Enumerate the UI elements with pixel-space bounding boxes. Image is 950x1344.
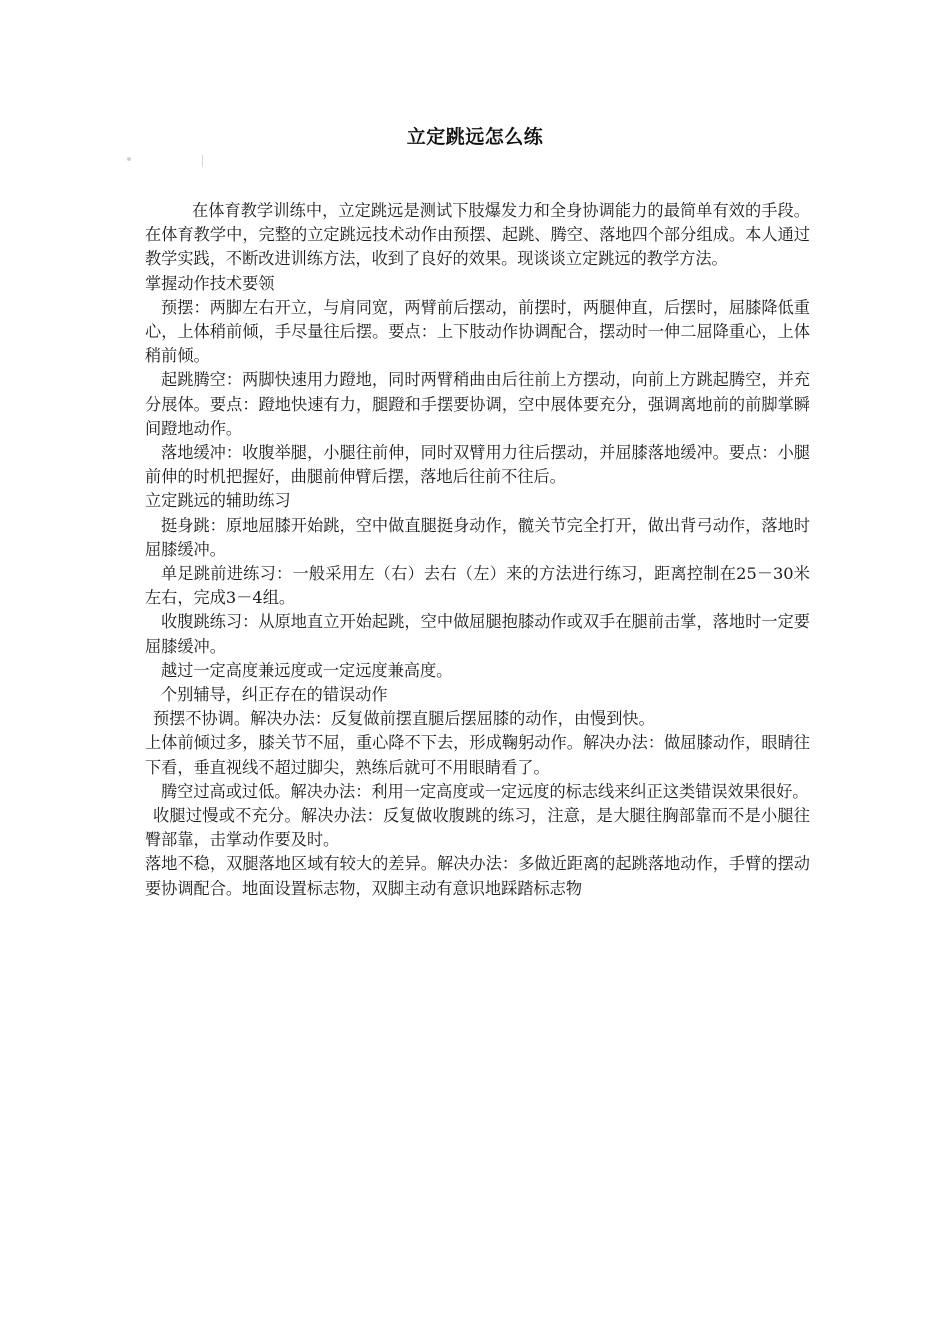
paragraph-flight-fix: 腾空过高或过低。解决办法：利用一定高度或一定远度的标志线来纠正这类错误效果很好。 [161,781,809,801]
document-title: 立定跳远怎么练 [406,126,544,148]
paragraph-tuck-jump: 收腹跳练习：从原地直立开始起跳，空中做屈腿抱膝动作或双手在腿前击掌，落地时一定要屈膝缓冲。 [145,612,810,656]
paragraph-preswing-fix: 预摆不协调。解决办法：反复做前摆直腿后摆屈膝的动作，由慢到快。 [153,709,655,729]
paragraph-height-distance: 越过一定高度兼远度或一定远度兼高度。 [161,660,453,680]
scan-artifact-dot [127,157,131,161]
paragraph-preswing: 预摆：两脚左右开立，与肩同宽，两臂前后摆动，前摆时，两腿伸直，后摆时，屈膝降低重心，上体稍前倾，手尽量往后摆。要点：上下肢动作协调配合，摆动时一伸二屈降重心，上体稍前倾。 [145,297,810,366]
scan-artifact-bar [202,155,203,167]
intro-paragraph: 在体育教学训练中，立定跳远是测试下肢爆发力和全身协调能力的最简单有效的手段。在体育教学中，完整的立定跳远技术动作由预摆、起跳、腾空、落地四个部分组成。本人通过教学实践，不断改进训练方法，收到了良好的效果。现谈谈立定跳远的教学方法。 [145,201,810,269]
section-heading-technique: 掌握动作技术要领 [145,273,275,293]
section-heading-auxiliary: 立定跳远的辅助练习 [145,491,291,511]
paragraph-landing-fix: 落地不稳，双腿落地区域有较大的差异。解决办法：多做近距离的起跳落地动作，手臂的摆动要协调配合。地面设置标志物，双脚主动有意识地踩踏标志物 [145,854,810,898]
paragraph-landing: 落地缓冲：收腹举腿，小腿往前伸，同时双臂用力往后摆动，并屈膝落地缓冲。要点：小腿前伸的时机把握好，曲腿前伸臂后摆，落地后往前不往后。 [145,443,810,487]
paragraph-leg-tuck-fix: 收腿过慢或不充分。解决办法：反复做收腹跳的练习，注意，是大腿往胸部靠而不是小腿往臀部靠，击掌动作要及时。 [145,806,810,850]
paragraph-single-leg-hop: 单足跳前进练习：一般采用左（右）去右（左）来的方法进行练习，距离控制在25－30米左右，完成3－4组。 [145,564,810,608]
section-heading-correction: 个别辅导，纠正存在的错误动作 [161,685,388,705]
paragraph-takeoff: 起跳腾空：两脚快速用力蹬地，同时两臂稍曲由后往前上方摆动，向前上方跳起腾空，并充分展体。要点：蹬地快速有力，腿蹬和手摆要协调，空中展体要充分，强调离地前的前脚掌瞬间蹬地动作。 [145,370,810,438]
paragraph-arch-jump: 挺身跳：原地屈膝开始跳，空中做直腿挺身动作，髋关节完全打开，做出背弓动作，落地时屈膝缓冲。 [145,515,810,559]
paragraph-lean-fix: 上体前倾过多，膝关节不屈，重心降不下去，形成鞠躬动作。解决办法：做屈膝动作，眼睛往下看，垂直视线不超过脚尖，熟练后就可不用眼睛看了。 [145,733,810,777]
document-body [145,199,810,901]
